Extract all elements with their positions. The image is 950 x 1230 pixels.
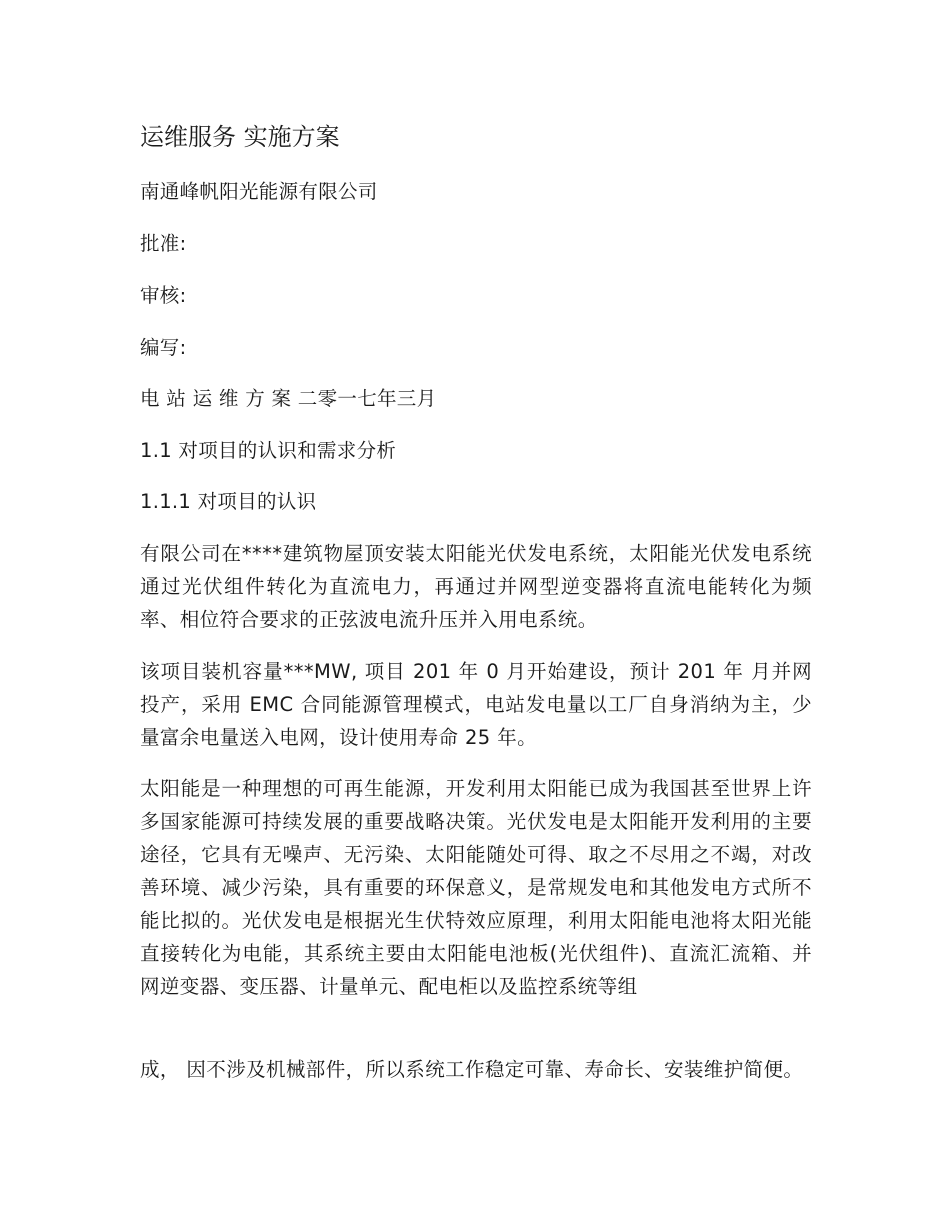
date-line: 电 站 运 维 方 案 二零一七年三月 — [140, 387, 437, 410]
author-label: 编写: — [140, 336, 187, 359]
paragraph-capacity: 该项目装机容量***MW, 项目 201 年 0 月开始建设，预计 201 年 月并网投产，采用 EMC 合同能源管理模式，电站发电量以工厂自身消纳为主，少量富余电量送入电网，设计使用寿命 25 年。 — [140, 660, 812, 749]
document-title: 运维服务 实施方案 — [140, 123, 340, 151]
paragraph-project-overview: 有限公司在****建筑物屋顶安装太阳能光伏发电系统，太阳能光伏发电系统通过光伏组件转化为直流电力，再通过并网型逆变器将直流电能转化为频率、相位符合要求的正弦波电流升压并入用电系统。 — [140, 542, 812, 631]
subsection-heading: 1.1.1 对项目的认识 — [140, 490, 317, 513]
paragraph-continuation: 成， 因不涉及机械部件，所以系统工作稳定可靠、寿命长、安装维护简便。 — [140, 1058, 804, 1081]
section-heading: 1.1 对项目的认识和需求分析 — [140, 439, 397, 462]
review-label: 审核: — [140, 284, 187, 307]
approve-label: 批准: — [140, 232, 187, 255]
company-name: 南通峰帆阳光能源有限公司 — [140, 180, 378, 203]
paragraph-solar-energy: 太阳能是一种理想的可再生能源，开发利用太阳能已成为我国甚至世界上许多国家能源可持续发展的重要战略决策。光伏发电是太阳能开发利用的主要途径，它具有无噪声、无污染、太阳能随处可得、取之不尽用之不竭，对改善环境、减少污染，具有重要的环保意义，是常规发电和其他发电方式所不能比拟的。光伏发电是根据光生伏特效应原理，利用太阳能电池将太阳光能直接转化为电能，其系统主要由太阳能电池板(光伏组件)、直流汇流箱、并网逆变器、变压器、计量单元、配电柜以及监控系统等组 — [140, 777, 812, 998]
